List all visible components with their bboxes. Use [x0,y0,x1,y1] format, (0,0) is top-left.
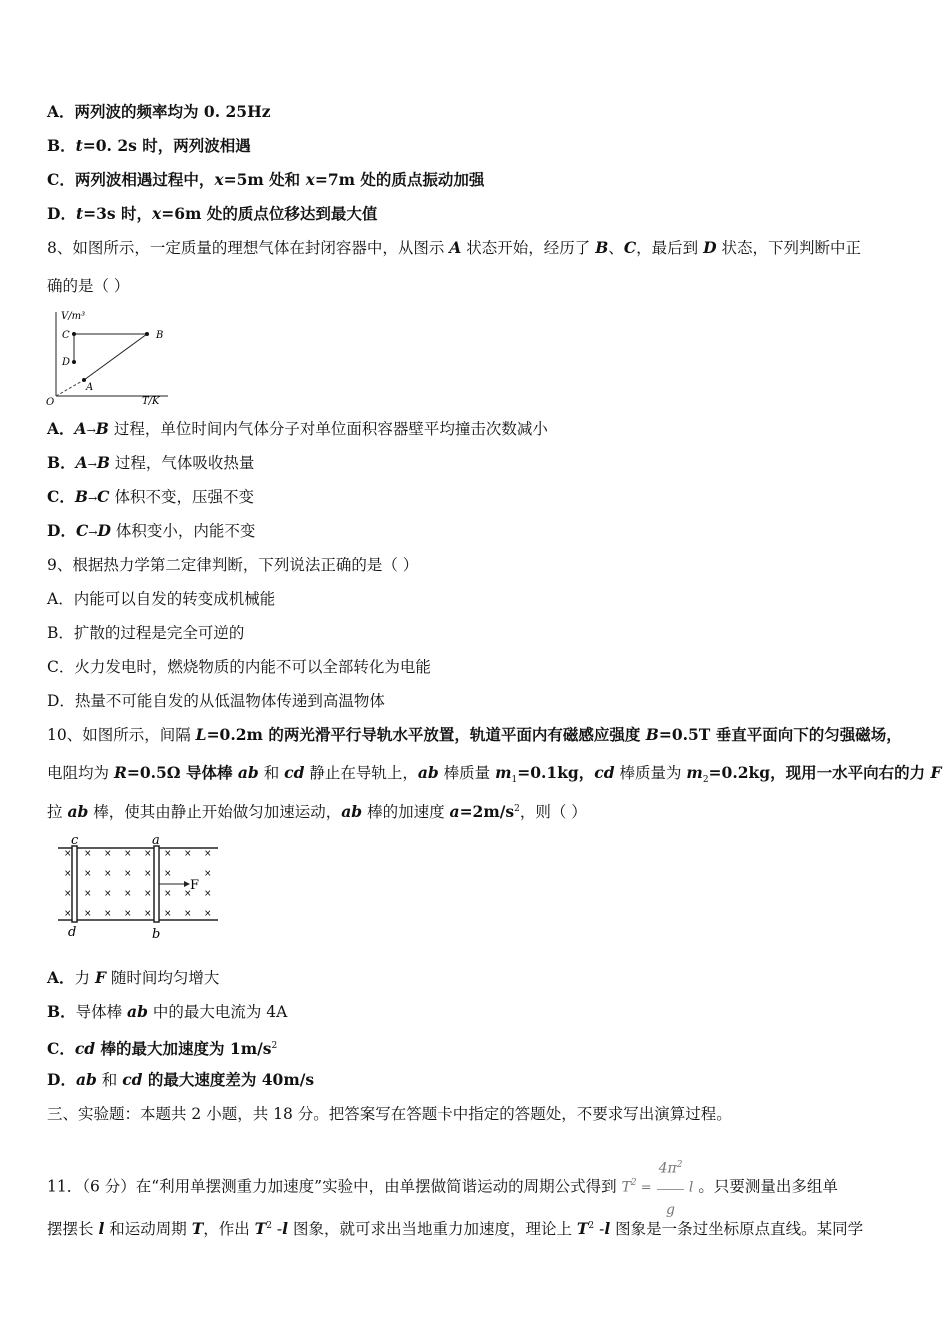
q10-option-d: D．ab 和 cd 的最大速度差为 40m/s [47,1070,315,1089]
q8-stem-line1: 8、如图所示，一定质量的理想气体在封闭容器中，从图示 A 状态开始，经历了 B、C，最后到 D 状态，下列判断中正 [47,238,861,257]
field-cross: × [144,869,152,879]
q10-stem-line1: 10、如图所示，间隔 L=0.2m 的两光滑平行导轨水平放置，轨道平面内有磁感应强度 B=0.5T 垂直平面向下的匀强磁场， [47,725,902,744]
q9-option-a: A．内能可以自发的转变成机械能 [47,590,276,608]
origin-label: O [46,397,55,406]
field-cross: × [144,909,152,919]
field-cross: × [104,869,112,879]
q10-option-a: A．力 F 随时间均匀增大 [47,968,220,987]
q7-option-a: A．两列波的频率均为 0. 25Hz [47,102,271,121]
q10-option-b: B．导体棒 ab 中的最大电流为 4A [47,1002,288,1021]
label-d: D [62,357,71,368]
field-cross: × [124,869,132,879]
period-formula: $T^2$ = $\frac{4\pi^2}{g}$ l [622,1145,694,1230]
rod-cd [72,846,77,922]
section-3-heading: 三、实验题：本题共 2 小题，共 18 分。把答案写在答题卡中指定的答题处，不要求写出演算过程。 [47,1105,732,1123]
field-cross: × [104,909,112,919]
field-cross: × [84,909,92,919]
field-cross: × [184,889,192,899]
x-axis-label: T/K [142,396,160,406]
field-cross: × [184,909,192,919]
point-b [145,332,149,336]
label-c: c [71,833,79,848]
field-cross: × [104,889,112,899]
q8-option-a: A．A→B 过程，单位时间内气体分子对单位面积容器壁平均撞击次数减小 [47,419,548,438]
field-cross: × [64,909,72,919]
field-cross: × [84,889,92,899]
field-cross: × [164,889,172,899]
label-a: a [152,833,160,848]
label-b: B [156,330,164,341]
label-c: C [62,330,70,341]
point-c [72,332,76,336]
q9-option-b: B．扩散的过程是完全可逆的 [47,624,245,642]
q8-option-b: B．A→B 过程，气体吸收热量 [47,453,255,472]
label-force: F [190,878,200,893]
label-d: d [68,925,77,940]
label-a: A [86,382,94,393]
q8-option-d: D．C→D 体积变小，内能不变 [47,521,256,540]
field-cross: × [184,849,192,859]
field-cross: × [124,849,132,859]
q10-option-c: C．cd 棒的最大加速度为 $1m/s^2$ [47,1039,278,1059]
field-cross: × [164,909,172,919]
q10-stem-line2: 电阻均为 R=0.5Ω 导体棒 ab 和 cd 静止在导轨上，ab 棒质量 $m_1=0.1kg$，cd 棒质量为 $m_2=0.2kg$，现用一水平向右的力 F [47,763,942,786]
field-cross: × [64,889,72,899]
q8-stem-line2: 确的是（ ） [47,277,130,295]
q7-option-b: B．t=0. 2s 时，两列波相遇 [47,136,251,155]
field-cross: × [164,869,172,879]
field-cross: × [124,889,132,899]
dashed-extension [56,380,84,396]
vt-graph [44,308,174,406]
q9-option-d: D．热量不可能自发的从低温物体传递到高温物体 [47,692,385,710]
field-cross: × [64,849,72,859]
q8-option-c: C．B→C 体积不变，压强不变 [47,487,254,506]
field-cross: × [144,849,152,859]
line-ab [84,334,147,380]
field-cross: × [204,889,212,899]
field-cross: × [84,869,92,879]
field-cross: × [204,849,212,859]
field-cross: × [204,869,212,879]
label-b: b [152,927,161,942]
q11-stem-line1: 11．（6 分）在“利用单摆测重力加速度”实验中，由单摆做简谐运动的周期公式得到 $T^2$ = $\frac{4\pi^2}{g}$ l 。只要测量出多组单 [47,1145,838,1230]
rails-figure [52,832,227,944]
field-cross: × [104,849,112,859]
q11-stem-line2: 摆摆长 l 和运动周期 T，作出 $T^2$ -l 图象，就可求出当地重力加速度，理论上 $T^2$ -l 图象是一条过坐标原点直线。某同学 [47,1219,864,1239]
q9-stem: 9、根据热力学第二定律判断，下列说法正确的是（ ） [47,556,419,574]
q7-option-d: D．t=3s 时，x=6m 处的质点位移达到最大值 [47,204,378,223]
field-cross: × [164,849,172,859]
q10-stem-line3: 拉 ab 棒，使其由静止开始做匀加速运动，ab 棒的加速度 $a=2m/s^2$，则（ ） [47,802,587,822]
q7-option-c: C．两列波相遇过程中，x=5m 处和 x=7m 处的质点振动加强 [47,170,485,189]
q9-option-c: C．火力发电时，燃烧物质的内能不可以全部转化为电能 [47,658,431,676]
field-cross: × [124,909,132,919]
field-cross: × [84,849,92,859]
field-cross: × [144,889,152,899]
rod-ab [154,846,159,922]
point-d [72,360,76,364]
y-axis-label: V/m³ [61,311,86,322]
field-cross: × [204,909,212,919]
field-cross: × [64,869,72,879]
